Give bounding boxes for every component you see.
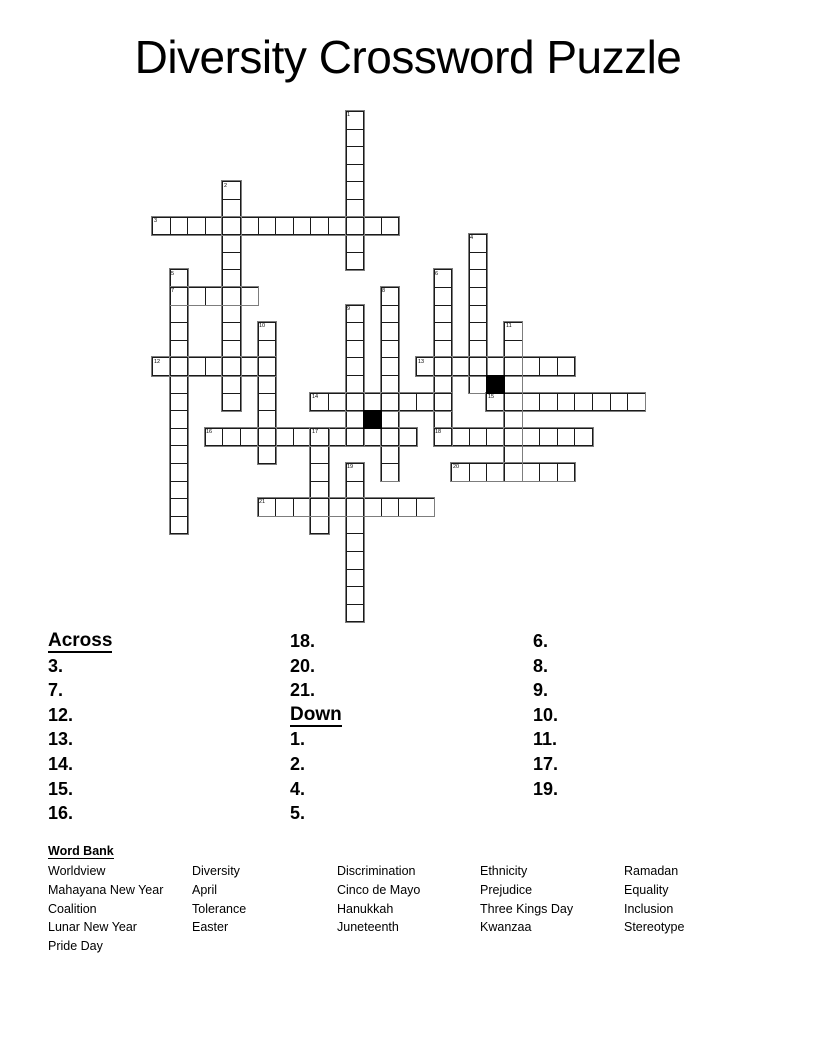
grid-cell[interactable] — [504, 410, 523, 429]
grid-cell[interactable] — [557, 463, 576, 482]
grid-cell[interactable] — [504, 375, 523, 394]
grid-cell[interactable] — [416, 498, 435, 517]
word-bank-column — [480, 862, 573, 937]
grid-cell[interactable] — [381, 340, 400, 359]
grid-cell[interactable] — [363, 393, 382, 412]
grid-cell[interactable] — [152, 217, 171, 236]
grid-cell[interactable] — [381, 287, 400, 306]
cell-number-14: 14 — [312, 393, 319, 400]
grid-cell[interactable] — [381, 375, 400, 394]
grid-cell[interactable] — [258, 498, 277, 517]
grid-cell[interactable] — [275, 428, 294, 447]
word-bank-item: Prejudice — [480, 882, 533, 897]
grid-cell[interactable] — [381, 498, 400, 517]
clue-number: 20. — [290, 655, 316, 676]
cell-number-2: 2 — [224, 182, 228, 189]
cell-number-20: 20 — [452, 463, 459, 470]
grid-cell[interactable] — [310, 393, 329, 412]
clue-number: 4. — [290, 778, 306, 799]
down-heading — [290, 703, 342, 728]
grid-cell[interactable] — [522, 463, 541, 482]
grid-cell[interactable] — [434, 410, 453, 429]
grid-cell[interactable] — [222, 181, 241, 200]
grid-cell[interactable] — [557, 393, 576, 412]
grid-cell[interactable] — [205, 287, 224, 306]
black-cell — [486, 375, 505, 394]
grid-cell[interactable] — [222, 269, 241, 288]
grid-cell[interactable] — [416, 357, 435, 376]
grid-cell[interactable] — [346, 428, 365, 447]
grid-cell[interactable] — [240, 357, 259, 376]
clue-number: 17. — [533, 753, 559, 774]
grid-cell[interactable] — [310, 428, 329, 447]
grid-cell[interactable] — [539, 393, 558, 412]
grid-cell[interactable] — [258, 445, 277, 464]
word-bank-item: Worldview — [48, 864, 106, 878]
grid-cell[interactable] — [381, 322, 400, 341]
grid-cell[interactable] — [469, 305, 488, 324]
grid-cell[interactable] — [469, 322, 488, 341]
word-bank-item: Discrimination — [337, 864, 416, 878]
grid-cell[interactable] — [222, 322, 241, 341]
cell-number-21: 21 — [259, 498, 266, 505]
cell-number-12: 12 — [153, 358, 160, 365]
grid-cell[interactable] — [486, 428, 505, 447]
grid-cell[interactable] — [346, 234, 365, 253]
grid-cell[interactable] — [434, 287, 453, 306]
grid-cell[interactable] — [363, 217, 382, 236]
grid-cell[interactable] — [522, 428, 541, 447]
grid-cell[interactable] — [222, 234, 241, 253]
down-heading-text: Down — [290, 703, 342, 725]
grid-cell[interactable] — [346, 217, 365, 236]
grid-cell[interactable] — [469, 252, 488, 271]
grid-cell[interactable] — [170, 357, 189, 376]
cell-number-9: 9 — [347, 305, 351, 312]
grid-cell[interactable] — [381, 305, 400, 324]
clue-number: 10. — [533, 704, 559, 725]
word-bank-column — [337, 862, 420, 937]
grid-cell[interactable] — [346, 533, 365, 552]
grid-cell[interactable] — [328, 498, 347, 517]
grid-cell[interactable] — [346, 463, 365, 482]
grid-cell[interactable] — [398, 393, 417, 412]
grid-cell[interactable] — [381, 428, 400, 447]
clue-column-down — [533, 629, 558, 801]
word-bank-column — [192, 862, 246, 937]
black-cell — [363, 410, 382, 429]
grid-cell[interactable] — [346, 322, 365, 341]
grid-cell[interactable] — [434, 357, 453, 376]
word-bank-item: Stereotype — [624, 920, 685, 935]
cell-number-10: 10 — [259, 322, 266, 329]
grid-cell[interactable] — [469, 357, 488, 376]
grid-cell[interactable] — [381, 410, 400, 429]
grid-cell[interactable] — [346, 305, 365, 324]
grid-cell[interactable] — [574, 428, 593, 447]
grid-cell[interactable] — [205, 217, 224, 236]
grid-cell[interactable] — [310, 498, 329, 517]
grid-cell[interactable] — [346, 129, 365, 148]
grid-cell[interactable] — [381, 445, 400, 464]
word-bank-item: Inclusion — [624, 901, 674, 916]
word-bank-item: Lunar New Year — [48, 920, 137, 935]
grid-cell[interactable] — [258, 340, 277, 359]
word-bank-column — [48, 862, 163, 956]
grid-cell[interactable] — [258, 357, 277, 376]
grid-cell[interactable] — [222, 252, 241, 271]
grid-cell[interactable] — [627, 393, 646, 412]
grid-cell[interactable] — [469, 428, 488, 447]
cell-number-5: 5 — [171, 270, 175, 277]
clue-number: 13. — [48, 729, 74, 750]
clue-number: 7. — [48, 680, 64, 701]
clue-number: 6. — [533, 631, 549, 651]
grid-cell[interactable] — [328, 393, 347, 412]
grid-cell[interactable] — [610, 393, 629, 412]
grid-cell[interactable] — [434, 269, 453, 288]
clue-number: 18. — [290, 631, 316, 651]
grid-cell[interactable] — [451, 463, 470, 482]
across-heading — [48, 629, 112, 654]
word-bank-item: Pride Day — [48, 939, 103, 954]
word-bank-item: Coalition — [48, 901, 97, 916]
grid-cell[interactable] — [258, 428, 277, 447]
word-bank-item: Diversity — [192, 864, 240, 878]
grid-cell[interactable] — [310, 445, 329, 464]
grid-cell[interactable] — [504, 445, 523, 464]
grid-cell[interactable] — [504, 463, 523, 482]
word-bank-item: Tolerance — [192, 901, 247, 916]
grid-cell[interactable] — [346, 498, 365, 517]
across-heading-text: Across — [48, 630, 113, 651]
cell-number-16: 16 — [206, 428, 213, 435]
grid-cell[interactable] — [504, 322, 523, 341]
grid-cell[interactable] — [522, 393, 541, 412]
grid-cell[interactable] — [170, 305, 189, 324]
grid-cell[interactable] — [187, 287, 206, 306]
grid-cell[interactable] — [258, 375, 277, 394]
clue-number: 15. — [48, 778, 74, 799]
grid-cell[interactable] — [539, 357, 558, 376]
grid-cell[interactable] — [363, 428, 382, 447]
grid-cell[interactable] — [222, 287, 241, 306]
grid-cell[interactable] — [310, 516, 329, 535]
grid-cell[interactable] — [170, 428, 189, 447]
grid-cell[interactable] — [469, 375, 488, 394]
grid-cell[interactable] — [539, 428, 558, 447]
grid-cell[interactable] — [222, 305, 241, 324]
word-bank-item: Juneteenth — [337, 920, 399, 935]
word-bank-heading-text: Word Bank — [48, 844, 114, 858]
clue-number: 19. — [533, 778, 559, 799]
word-bank-item: April — [192, 882, 218, 897]
grid-cell[interactable] — [346, 181, 365, 200]
grid-cell[interactable] — [486, 393, 505, 412]
word-bank-column — [624, 862, 684, 937]
grid-cell[interactable] — [592, 393, 611, 412]
grid-cell[interactable] — [557, 357, 576, 376]
grid-cell[interactable] — [222, 375, 241, 394]
clue-number: 21. — [290, 680, 316, 701]
grid-cell[interactable] — [293, 217, 312, 236]
grid-cell[interactable] — [469, 340, 488, 359]
grid-cell[interactable] — [346, 410, 365, 429]
grid-cell[interactable] — [398, 428, 417, 447]
grid-cell[interactable] — [275, 217, 294, 236]
clue-number: 9. — [533, 680, 549, 701]
grid-cell[interactable] — [469, 463, 488, 482]
cell-number-1: 1 — [347, 111, 351, 118]
word-bank-heading — [48, 844, 114, 859]
clue-number: 1. — [290, 729, 306, 750]
grid-cell[interactable] — [187, 217, 206, 236]
grid-cell[interactable] — [416, 393, 435, 412]
grid-cell[interactable] — [170, 269, 189, 288]
word-bank-item: Ramadan — [624, 864, 679, 878]
grid-cell[interactable] — [205, 357, 224, 376]
grid-cell[interactable] — [469, 287, 488, 306]
cell-number-6: 6 — [435, 270, 439, 277]
grid-cell[interactable] — [170, 217, 189, 236]
grid-cell[interactable] — [170, 445, 189, 464]
cell-number-3: 3 — [153, 217, 157, 224]
grid-cell[interactable] — [381, 217, 400, 236]
grid-cell[interactable] — [258, 393, 277, 412]
grid-cell[interactable] — [434, 305, 453, 324]
word-bank-item: Hanukkah — [337, 901, 394, 916]
grid-cell[interactable] — [187, 357, 206, 376]
grid-cell[interactable] — [381, 393, 400, 412]
grid-cell[interactable] — [346, 604, 365, 623]
grid-cell[interactable] — [346, 252, 365, 271]
grid-cell[interactable] — [205, 428, 224, 447]
grid-cell[interactable] — [222, 199, 241, 218]
grid-cell[interactable] — [170, 498, 189, 517]
word-bank-item: Ethnicity — [480, 864, 528, 878]
grid-cell[interactable] — [170, 340, 189, 359]
grid-cell[interactable] — [346, 516, 365, 535]
cell-number-19: 19 — [347, 463, 354, 470]
grid-cell[interactable] — [152, 357, 171, 376]
grid-cell[interactable] — [240, 428, 259, 447]
grid-cell[interactable] — [381, 463, 400, 482]
grid-cell[interactable] — [170, 410, 189, 429]
word-bank-item: Kwanzaa — [480, 920, 532, 935]
clue-number: 12. — [48, 704, 74, 725]
clue-column-across — [48, 629, 112, 826]
cell-number-4: 4 — [470, 234, 474, 241]
word-bank-item: Cinco de Mayo — [337, 882, 421, 897]
grid-cell[interactable] — [240, 217, 259, 236]
clue-number: 2. — [290, 753, 306, 774]
grid-cell[interactable] — [170, 481, 189, 500]
page-title: Diversity Crossword Puzzle — [134, 31, 682, 83]
grid-cell[interactable] — [451, 428, 470, 447]
grid-cell[interactable] — [346, 586, 365, 605]
grid-cell[interactable] — [346, 551, 365, 570]
cell-number-18: 18 — [435, 428, 442, 435]
grid-cell[interactable] — [504, 428, 523, 447]
grid-cell[interactable] — [469, 234, 488, 253]
grid-cell[interactable] — [398, 498, 417, 517]
cell-number-8: 8 — [382, 287, 386, 294]
grid-cell[interactable] — [275, 498, 294, 517]
grid-cell[interactable] — [346, 375, 365, 394]
grid-cell[interactable] — [170, 516, 189, 535]
grid-cell[interactable] — [222, 428, 241, 447]
grid-cell[interactable] — [522, 357, 541, 376]
grid-cell[interactable] — [328, 217, 347, 236]
grid-cell[interactable] — [434, 322, 453, 341]
grid-cell[interactable] — [328, 428, 347, 447]
word-bank-item: Easter — [192, 920, 229, 935]
grid-cell[interactable] — [346, 111, 365, 130]
grid-cell[interactable] — [346, 164, 365, 183]
cell-number-13: 13 — [417, 358, 424, 365]
grid-cell[interactable] — [310, 481, 329, 500]
clue-number: 11. — [533, 729, 558, 750]
grid-cell[interactable] — [170, 287, 189, 306]
grid-cell[interactable] — [258, 217, 277, 236]
clue-number: 3. — [48, 655, 64, 676]
grid-cell[interactable] — [258, 322, 277, 341]
grid-cell[interactable] — [346, 481, 365, 500]
grid-cell[interactable] — [381, 357, 400, 376]
grid-cell[interactable] — [222, 357, 241, 376]
grid-cell[interactable] — [574, 393, 593, 412]
grid-cell[interactable] — [434, 340, 453, 359]
grid-cell[interactable] — [346, 199, 365, 218]
grid-cell[interactable] — [346, 357, 365, 376]
clue-number: 8. — [533, 655, 549, 676]
grid-cell[interactable] — [170, 393, 189, 412]
grid-cell[interactable] — [258, 410, 277, 429]
grid-cell[interactable] — [346, 340, 365, 359]
clue-number: 5. — [290, 803, 306, 824]
word-bank-item: Equality — [624, 882, 669, 897]
clue-column-middle — [290, 629, 342, 826]
grid-cell[interactable] — [222, 340, 241, 359]
grid-cell[interactable] — [451, 357, 470, 376]
cell-number-7: 7 — [171, 287, 175, 294]
grid-cell[interactable] — [504, 393, 523, 412]
grid-cell[interactable] — [434, 393, 453, 412]
grid-cell[interactable] — [346, 393, 365, 412]
clue-number: 14. — [48, 753, 74, 774]
grid-cell[interactable] — [469, 269, 488, 288]
grid-cell[interactable] — [363, 498, 382, 517]
grid-cell[interactable] — [240, 287, 259, 306]
grid-cell[interactable] — [346, 569, 365, 588]
grid-cell[interactable] — [486, 357, 505, 376]
grid-cell[interactable] — [310, 217, 329, 236]
grid-cell[interactable] — [222, 393, 241, 412]
cell-number-15: 15 — [488, 393, 495, 400]
grid-cell[interactable] — [434, 375, 453, 394]
grid-cell[interactable] — [346, 146, 365, 165]
grid-cell[interactable] — [170, 322, 189, 341]
word-bank-item: Mahayana New Year — [48, 882, 164, 897]
grid-cell[interactable] — [504, 340, 523, 359]
grid-cell[interactable] — [486, 463, 505, 482]
word-bank-item: Three Kings Day — [480, 901, 574, 916]
grid-cell[interactable] — [557, 428, 576, 447]
grid-cell[interactable] — [310, 463, 329, 482]
grid-cell[interactable] — [293, 498, 312, 517]
grid-cell[interactable] — [170, 463, 189, 482]
cell-number-11: 11 — [505, 322, 512, 329]
grid-cell[interactable] — [170, 375, 189, 394]
grid-cell[interactable] — [504, 357, 523, 376]
grid-cell[interactable] — [434, 428, 453, 447]
cell-number-17: 17 — [312, 428, 319, 435]
grid-cell[interactable] — [222, 217, 241, 236]
clue-number: 16. — [48, 803, 74, 824]
grid-cell[interactable] — [539, 463, 558, 482]
grid-cell[interactable] — [293, 428, 312, 447]
